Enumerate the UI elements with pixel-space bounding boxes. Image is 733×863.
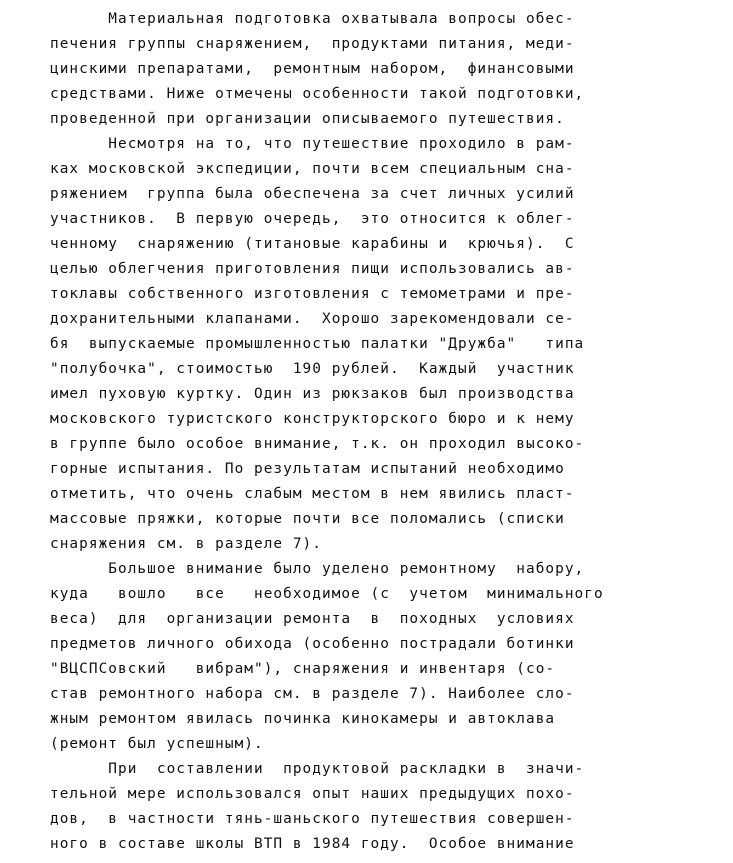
text-line: куда вошло все необходимое (с учетом минимального [50,586,604,602]
text-line: целью облегчения приготовления пищи использовались ав- [50,261,575,277]
text-line: бя выпускаемые промышленностью палатки "Дружба" типа [50,336,585,352]
text-line: имел пуховую куртку. Один из рюкзаков был производства [50,386,575,402]
text-line: проведенной при организации описываемого путешествия. [50,111,565,127]
text-line: ного в составе школы ВТП в 1984 году. Особое внимание [50,836,575,852]
text-line: отметить, что очень слабым местом в нем явились пласт- [50,486,575,502]
text-line: в группе было особое внимание, т.к. он проходил высоко- [50,436,585,452]
text-line: "полубочка", стоимостью 190 рублей. Каждый участник [50,361,575,377]
text-line: снаряжения см. в разделе 7). [50,536,322,552]
text-line: При составлении продуктовой раскладки в значи- [50,761,585,777]
text-line: Большое внимание было уделено ремонтному набору, [50,561,585,577]
text-line: предметов личного обихода (особенно пострадали ботинки [50,636,575,652]
text-line: став ремонтного набора см. в разделе 7). Наиболее сло- [50,686,575,702]
text-line: дов, в частности тянь-шаньского путешествия совершен- [50,811,575,827]
text-line: ряжением группа была обеспечена за счет личных усилий [50,186,575,202]
text-line: ках московской экспедиции, почти всем специальным сна- [50,161,575,177]
text-line: ченному снаряжению (титановые карабины и крючья). С [50,236,575,252]
text-line: Материальная подготовка охватывала вопросы обес- [50,11,575,27]
text-line: печения группы снаряжением, продуктами питания, меди- [50,36,575,52]
text-line: тельной мере использовался опыт наших предыдущих похо- [50,786,575,802]
text-line: цинскими препаратами, ремонтным набором, финансовыми [50,61,575,77]
text-line: токлавы собственного изготовления с темометрами и пре- [50,286,575,302]
text-line: московского туристского конструкторского бюро и к нему [50,411,575,427]
text-line: горные испытания. По результатам испытаний необходимо [50,461,565,477]
text-line: дохранительными клапанами. Хорошо зарекомендовали се- [50,311,575,327]
text-line: жным ремонтом явилась починка кинокамеры и автоклава [50,711,556,727]
text-line: (ремонт был успешным). [50,736,264,752]
text-line: Несмотря на то, что путешествие проходило в рам- [50,136,575,152]
text-line: веса) для организации ремонта в походных условиях [50,611,575,627]
text-line: "ВЦСПСовский вибрам"), снаряжения и инвентаря (со- [50,661,556,677]
text-line: массовые пряжки, которые почти все поломались (списки [50,511,565,527]
text-line: средствами. Ниже отмечены особенности такой подготовки, [50,86,585,102]
text-line: участников. В первую очередь, это относится к облег- [50,211,575,227]
